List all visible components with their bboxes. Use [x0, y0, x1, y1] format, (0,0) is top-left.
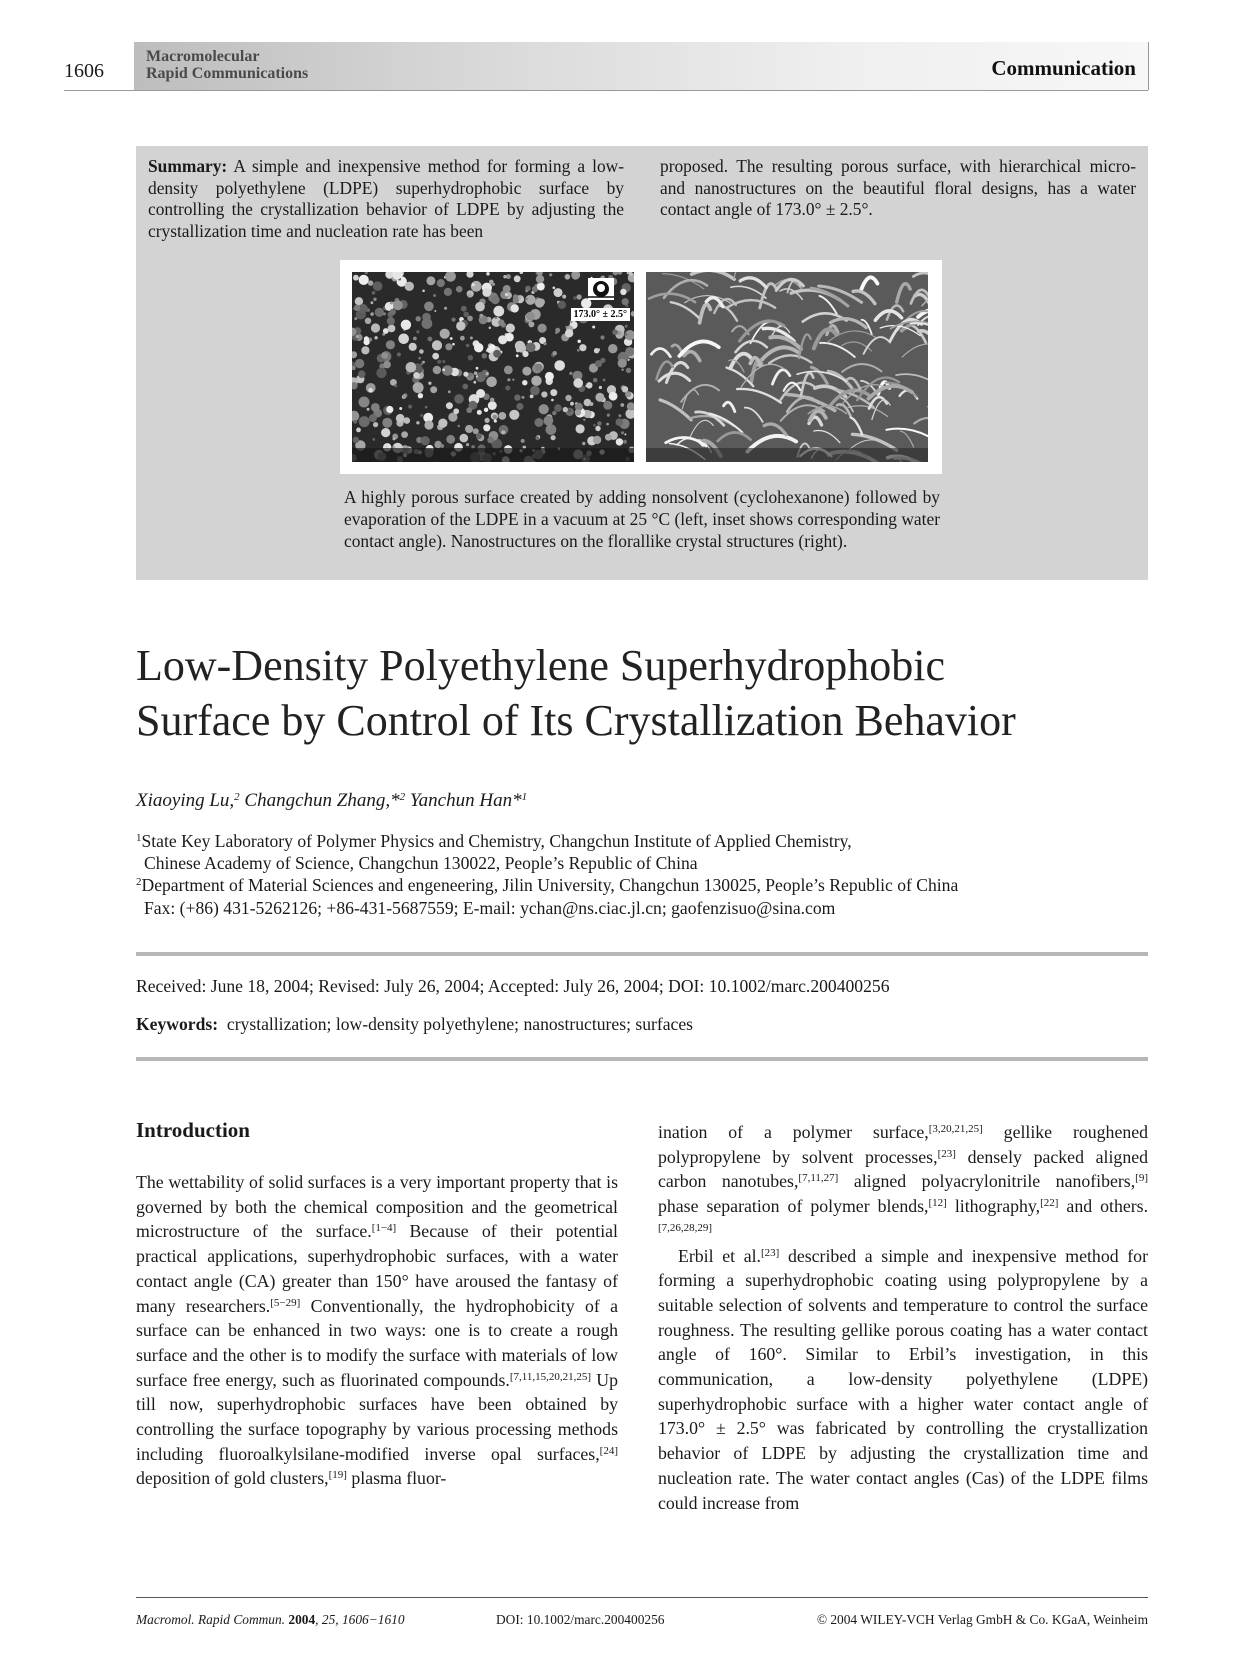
text-run: phase separation of polymer blends, — [658, 1196, 929, 1217]
text-run: Up till now, superhydrophobic surfaces have been obtained by controlling the surface topography by various processing methods including fluoroalkylsilane-modified inverse opal surfaces, — [136, 1369, 618, 1464]
text-run: lithography, — [946, 1196, 1041, 1217]
affiliation-2-line1: Department of Material Sciences and engeneering, Jilin University, Changchun 130025, People’s Republic of China — [141, 875, 959, 895]
sem-porous-svg — [352, 272, 634, 462]
text-run: deposition of gold clusters, — [136, 1468, 329, 1489]
author-3: Yanchun Han* — [405, 790, 522, 811]
water-droplet-icon — [588, 278, 614, 300]
citation: [19] — [328, 1469, 347, 1482]
contact-info: Fax: (+86) 431-5262126; +86-431-5687559; E-mail: ychan@ns.ciac.jl.cn; gaofenzisuo@sina.com — [144, 898, 836, 918]
footer-journal: Macromol. Rapid Commun. — [136, 1612, 286, 1627]
citation: [12] — [928, 1197, 947, 1210]
section-label: Communication — [991, 56, 1136, 80]
citation: [24] — [599, 1444, 618, 1457]
text-run: ination of a polymer surface, — [658, 1122, 929, 1142]
text-run: Because of their potential practical applications, superhydrophobic surfaces, with a water contact angle (CA) greater than 150° have aroused the fantasy of many researchers. — [136, 1221, 618, 1316]
journal-name-line2: Rapid Communications — [146, 65, 309, 82]
text-run: The wettability of solid surfaces is a very important property that is governed by both the chemical composition and the geometrical microstructure of the surface. — [136, 1172, 618, 1242]
citation: [1−4] — [371, 1222, 397, 1235]
figure-caption: A highly porous surface created by adding nonsolvent (cyclohexanone) followed by evaporation of the LDPE in a vacuum at 25 °C (left, inset shows corresponding water contact angle). Nanostructures on the florallike crystal structures (right). — [344, 487, 940, 551]
journal-name — [146, 48, 308, 82]
summary-box — [136, 146, 1148, 580]
journal-header — [134, 42, 1149, 90]
header-rule — [64, 90, 1148, 91]
affiliation-2 — [136, 874, 958, 896]
summary-left-column — [148, 156, 624, 242]
author-1: Xiaoying Lu, — [136, 790, 235, 811]
journal-name-line1: Macromolecular — [146, 48, 260, 65]
author-list — [136, 790, 527, 812]
text-run: described a simple and inexpensive method for forming a superhydrophobic coating using polypropylene by a suitable selection of solvents and temperature to control the surface roughness. The resulting gellike porous coating has a water contact angle of 160°. Similar to Erbil’s investigation, in this communication, a low-density polyethylene (LDPE) superhydrophobic surface with a higher water contact angle of 173.0° ± 2.5° was fabricated by controlling the crystallization behavior of LDPE by adjusting the crystallization time and nucleation rate. The water contact angles (Cas) of the LDPE films could increase from — [658, 1245, 1148, 1513]
citation: [3,20,21,25] — [928, 1123, 983, 1135]
author-2: Changchun Zhang,* — [239, 790, 400, 811]
citation: [22] — [1040, 1197, 1059, 1210]
intro-paragraph-1-cont — [658, 1120, 1148, 1244]
text-run: Erbil et al. — [678, 1245, 761, 1266]
divider-bottom — [136, 1057, 1148, 1061]
sem-floral-svg — [646, 272, 928, 462]
affiliation-1-line2: Chinese Academy of Science, Changchun 130022, People’s Republic of China — [144, 853, 698, 873]
footer-copyright: © 2004 WILEY-VCH Verlag GmbH & Co. KGaA, Weinheim — [816, 1612, 1148, 1627]
article-title — [136, 638, 1146, 748]
summary-left-text: A simple and inexpensive method for forming a low-density polyethylene (LDPE) superhydrophobic surface by controlling the crystallization behavior of LDPE by adjusting the crystallization time and nucleation rate has been — [148, 156, 624, 241]
intro-paragraph-1 — [136, 1170, 618, 1491]
affiliation-1-line1: State Key Laboratory of Polymer Physics and Chemistry, Changchun Institute of Applied Chemistry, — [141, 831, 852, 851]
text-run: aligned polyacrylonitrile nanofibers, — [838, 1171, 1136, 1192]
author-1-affil: 2 — [234, 791, 240, 803]
footer-doi: DOI: 10.1002/marc.200400256 — [496, 1612, 665, 1627]
citation: [5−29] — [270, 1296, 301, 1309]
text-run: densely packed aligned carbon nanotubes, — [658, 1146, 1149, 1192]
text-run: Conventionally, the hydrophobicity of a surface can be enhanced in two ways: one is to create a rough surface and the other is to modify the surface with materials of low surface free energy, such as fluorinated compounds. — [136, 1295, 618, 1390]
author-3-affil: 1 — [521, 791, 528, 803]
title-line1: Low-Density Polyethylene Superhydrophobic — [136, 641, 945, 690]
text-run: and others. — [1058, 1196, 1149, 1217]
author-2-affil: 2 — [399, 791, 406, 803]
divider-top — [136, 952, 1148, 956]
sem-image-porous-surface — [352, 272, 634, 462]
received-dates: Received: June 18, 2004; Revised: July 26, 2004; Accepted: July 26, 2004; DOI: 10.1002/marc.200400256 — [136, 976, 890, 996]
footer-citation — [136, 1612, 405, 1628]
citation: [23] — [937, 1147, 956, 1160]
page-number: 1606 — [64, 60, 104, 82]
citation: [9] — [1135, 1172, 1148, 1185]
keywords-list: crystallization; low-density polyethylene; nanostructures; surfaces — [226, 1014, 693, 1034]
text-run: plasma fluor- — [346, 1468, 447, 1489]
citation: [7,11,15,20,21,25] — [509, 1370, 591, 1383]
body-left-column — [136, 1170, 618, 1491]
citation: [23] — [760, 1246, 780, 1259]
footer-volume-pages: , 25, 1606−1610 — [315, 1612, 405, 1627]
affiliation-1 — [136, 830, 852, 874]
summary-right-column: proposed. The resulting porous surface, with hierarchical micro- and nanostructures on the beautiful floral designs, has a water contact angle of 173.0° ± 2.5°. — [660, 156, 1136, 219]
body-right-column — [658, 1120, 1148, 1515]
text-run: gellike roughened polypropylene by solvent processes, — [658, 1122, 1149, 1167]
title-line2: Surface by Control of Its Crystallization Behavior — [136, 696, 1016, 745]
graphical-abstract-figure — [340, 260, 942, 474]
sem-image-floral-crystal — [646, 272, 928, 462]
summary-lead: Summary: — [148, 156, 228, 176]
footer-rule — [136, 1597, 1148, 1598]
intro-paragraph-2 — [658, 1244, 1148, 1516]
introduction-heading: Introduction — [136, 1118, 250, 1142]
affiliation-1-number: 1 — [136, 832, 142, 844]
contact-angle-inset-label: 173.0° ± 2.5° — [571, 308, 631, 321]
affiliation-2-number: 2 — [136, 876, 142, 888]
keywords — [136, 1014, 693, 1035]
keywords-label: Keywords: — [136, 1014, 219, 1034]
footer-year: 2004 — [288, 1612, 316, 1627]
citation: [7,26,28,29] — [658, 1221, 713, 1234]
citation: [7,11,27] — [798, 1172, 839, 1185]
